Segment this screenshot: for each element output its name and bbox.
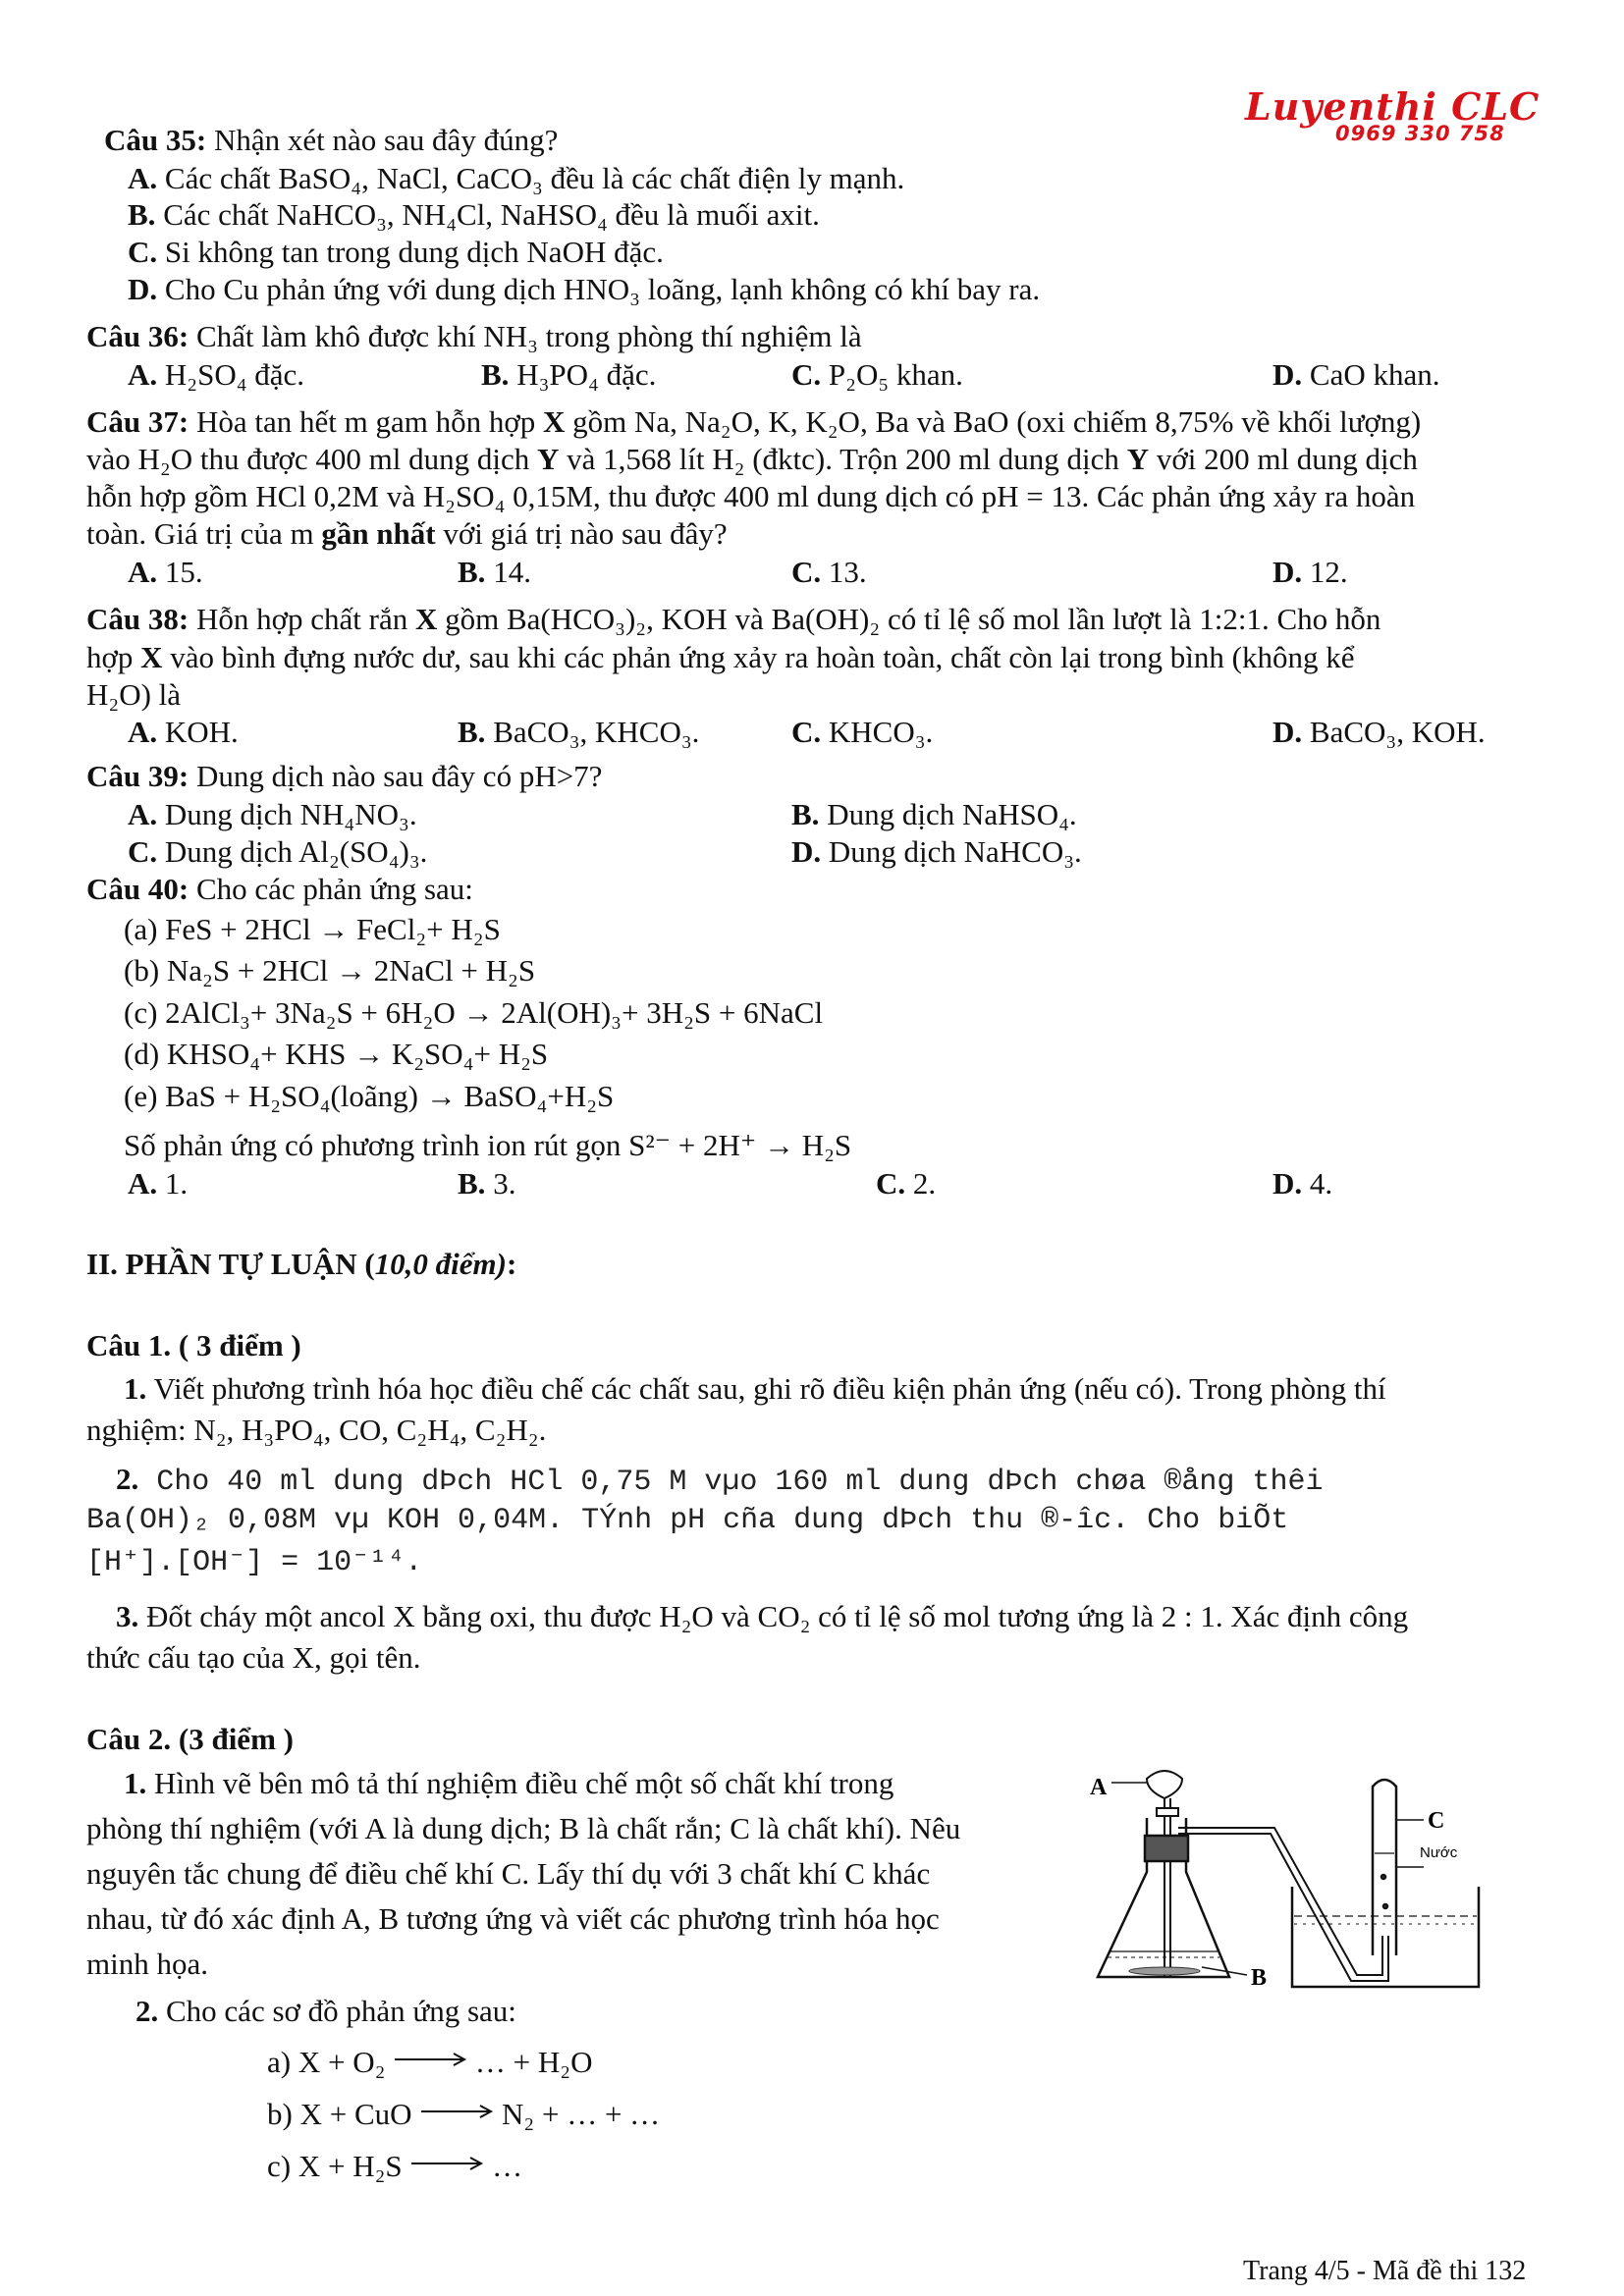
- scheme-b: b) X + CuO N₂ + … + …: [267, 2097, 661, 2131]
- q37-option-b: B. 14.: [458, 555, 531, 589]
- scheme-a: a) X + O₂ … + H₂O: [267, 2045, 593, 2079]
- q38-option-a: A. KOH.: [128, 715, 239, 749]
- q40-option-b: B. 3.: [458, 1166, 516, 1201]
- essay-2-item-1-line-1: 1. Hình vẽ bên mô tả thí nghiệm điều chế một số chất khí trong: [124, 1766, 894, 1800]
- arrow-icon: [409, 2157, 484, 2170]
- q37-option-d: D. 12.: [1272, 555, 1348, 589]
- q35-option-a: A. Các chất BaSO₄, NaCl, CaCO₃ đều là các chất điện ly mạnh.: [128, 161, 905, 195]
- label-water: Nước: [1420, 1844, 1458, 1861]
- essay-1-item-3-line-2: thức cấu tạo của X, gọi tên.: [86, 1640, 421, 1675]
- q40-reaction-c: (c) 2AlCl₃+ 3Na₂S + 6H₂O → 2Al(OH)₃+ 3H₂S + 6NaCl: [124, 995, 824, 1030]
- essay-1-item-2-line-1: 2. Cho 40 ml dung dÞch HCl 0,75 M vµo 160 ml dung dÞch chøa ®ång thêi: [116, 1462, 1324, 1499]
- q36-option-b: B. H₃PO₄ đặc.: [481, 357, 657, 392]
- essay-2-item-1-line-5: minh họa.: [86, 1947, 208, 1981]
- q40-reaction-d: (d) KHSO₄+ KHS → K₂SO₄+ H₂S: [124, 1037, 549, 1071]
- dropping-funnel: [1147, 1771, 1182, 1977]
- question-38-line-1: Câu 38: Hỗn hợp chất rắn X gồm Ba(HCO₃)₂, KOH và Ba(OH)₂ có tỉ lệ số mol lần lượt là 1:2:1. Cho hỗn: [86, 602, 1381, 636]
- logo-title: Luyenthi CLC: [1245, 84, 1541, 129]
- q36-option-d: D. CaO khan.: [1272, 357, 1440, 392]
- essay-1-heading: Câu 1. ( 3 điểm ): [86, 1328, 301, 1362]
- label-c: C: [1428, 1808, 1445, 1834]
- question-37-line-1: Câu 37: Hòa tan hết m gam hỗn hợp X gồm Na, Na₂O, K, K₂O, Ba và BaO (oxi chiếm 8,75% về khối lượng): [86, 404, 1422, 439]
- essay-1-item-2-line-2: Ba(OH)₂ 0,08M vµ KOH 0,04M. TÝnh pH cña dung dÞch thu ®-îc. Cho biÕt: [86, 1504, 1289, 1537]
- essay-2-heading: Câu 2. (3 điểm ): [86, 1722, 294, 1756]
- essay-1-item-1-line-1: 1. Viết phương trình hóa học điều chế các chất sau, ghi rõ điều kiện phản ứng (nếu có). Trong phòng thí: [124, 1371, 1386, 1406]
- question-35: Câu 35: Nhận xét nào sau đây đúng?: [104, 123, 559, 157]
- q36-option-c: C. P₂O₅ khan.: [791, 357, 963, 392]
- q36-option-a: A. H₂SO₄ đặc.: [128, 357, 305, 392]
- q37-option-a: A. 15.: [128, 555, 203, 589]
- question-37-line-4: toàn. Giá trị của m gần nhất với giá trị nào sau đây?: [86, 516, 728, 551]
- b-pointer-line: [1202, 1967, 1247, 1975]
- arrow-icon: [393, 2053, 467, 2066]
- gas-collection-apparatus-diagram: [1090, 1759, 1485, 1993]
- question-36: Câu 36: Chất làm khô được khí NH₃ trong phòng thí nghiệm là: [86, 319, 862, 353]
- q38-option-b: B. BaCO₃, KHCO₃.: [458, 715, 700, 749]
- collection-tube: [1373, 1780, 1396, 1955]
- logo-phone: 0969 330 758: [1335, 122, 1505, 145]
- water-trough: [1292, 1887, 1479, 1987]
- question-37-line-2: vào H₂O thu được 400 ml dung dịch Y và 1,568 lít H₂ (đktc). Trộn 200 ml dung dịch Y với 200 ml dung dịch: [86, 442, 1418, 476]
- q39-option-b: B. Dung dịch NaHSO₄.: [791, 797, 1077, 831]
- q40-reaction-e: (e) BaS + H₂SO₄(loãng) → BaSO₄+H₂S: [124, 1079, 615, 1113]
- delivery-tube: [1178, 1828, 1388, 1981]
- essay-1-item-1-line-2: nghiệm: N₂, H₃PO₄, CO, C₂H₄, C₂H₂.: [86, 1413, 547, 1447]
- arrow-icon: [419, 2105, 494, 2118]
- part-2-heading: II. PHẦN TỰ LUẬN (10,0 điểm):: [86, 1247, 517, 1281]
- q40-option-c: C. 2.: [876, 1166, 937, 1201]
- question-39: Câu 39: Dung dịch nào sau đây có pH>7?: [86, 759, 603, 793]
- q40-reaction-a: (a) FeS + 2HCl → FeCl₂+ H₂S: [124, 912, 501, 946]
- q39-option-c: C. Dung dịch Al₂(SO₄)₃.: [128, 834, 428, 869]
- scheme-c: c) X + H₂S …: [267, 2149, 523, 2183]
- q40-question: Số phản ứng có phương trình ion rút gọn S²⁻ + 2H⁺ → H₂S: [124, 1128, 852, 1162]
- q37-option-c: C. 13.: [791, 555, 867, 589]
- q40-reaction-b: (b) Na₂S + 2HCl → 2NaCl + H₂S: [124, 953, 536, 988]
- label-b: B: [1251, 1965, 1268, 1991]
- q39-option-a: A. Dung dịch NH₄NO₃.: [128, 797, 417, 831]
- page-footer: Trang 4/5 - Mã đề thi 132: [1243, 2256, 1527, 2286]
- essay-2-item-1-line-3: nguyên tắc chung để điều chế khí C. Lấy thí dụ với 3 chất khí C khác: [86, 1856, 931, 1891]
- q38-option-c: C. KHCO₃.: [791, 715, 934, 749]
- q35-option-c: C. Si không tan trong dung dịch NaOH đặc.: [128, 235, 664, 269]
- label-a: A: [1090, 1775, 1108, 1800]
- essay-1-item-3-line-1: 3. Đốt cháy một ancol X bằng oxi, thu được H₂O và CO₂ có tỉ lệ số mol tương ứng là 2 : 1. Xác định công: [116, 1599, 1409, 1633]
- essay-2-item-2: 2. Cho các sơ đồ phản ứng sau:: [135, 1994, 516, 2028]
- q35-option-b: B. Các chất NaHCO₃, NH₄Cl, NaHSO₄ đều là muối axit.: [128, 197, 820, 232]
- q40-option-a: A. 1.: [128, 1166, 189, 1201]
- essay-2-item-1-line-4: nhau, từ đó xác định A, B tương ứng và viết các phương trình hóa học: [86, 1901, 940, 1936]
- essay-1-item-2-line-3: [H⁺].[OH⁻] = 10⁻¹⁴.: [86, 1546, 423, 1579]
- question-38-line-3: H₂O) là: [86, 677, 182, 712]
- q38-option-d: D. BaCO₃, KOH.: [1272, 715, 1486, 749]
- question-38-line-2: hợp X vào bình đựng nước dư, sau khi các phản ứng xảy ra hoàn toàn, chất còn lại trong bình (không kể: [86, 640, 1355, 674]
- q35-option-d: D. Cho Cu phản ứng với dung dịch HNO₃ loãng, lạnh không có khí bay ra.: [128, 272, 1041, 306]
- question-40: Câu 40: Cho các phản ứng sau:: [86, 872, 473, 906]
- question-37-line-3: hỗn hợp gồm HCl 0,2M và H₂SO₄ 0,15M, thu được 400 ml dung dịch có pH = 13. Các phản ứng xảy ra hoàn: [86, 479, 1416, 513]
- q39-option-d: D. Dung dịch NaHCO₃.: [791, 834, 1082, 869]
- q40-option-d: D. 4.: [1272, 1166, 1333, 1201]
- essay-2-item-1-line-2: phòng thí nghiệm (với A là dung dịch; B là chất rắn; C là chất khí). Nêu: [86, 1811, 961, 1845]
